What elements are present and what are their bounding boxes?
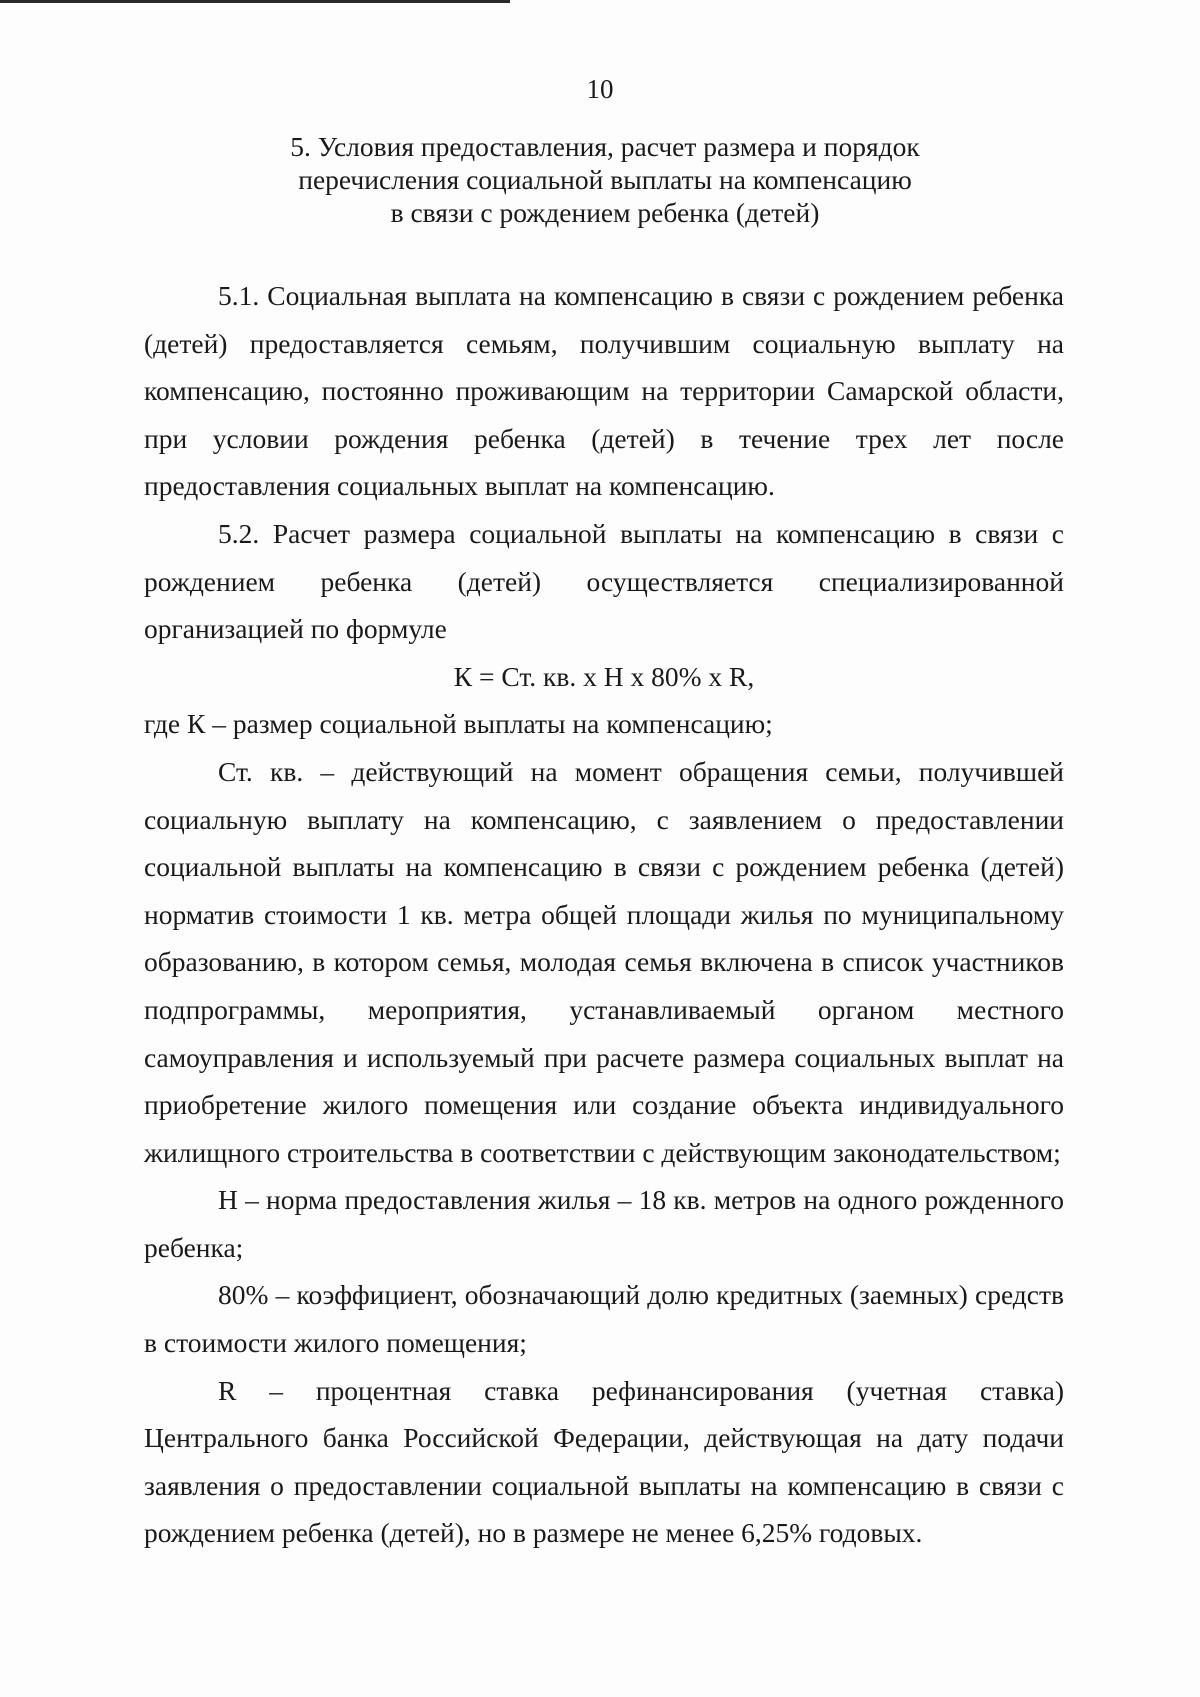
paragraph-5-2: 5.2. Расчет размера социальной выплаты на компенсацию в связи с рождением ребенка (детей) осуществляется специализированной организацией по формуле xyxy=(144,517,1064,645)
paragraph-80-definition: 80% – коэффициент, обозначающий долю кредитных (заемных) средств в стоимости жилого помещения; xyxy=(144,1279,1064,1359)
top-rule xyxy=(0,0,510,3)
paragraph-r-definition: R – процентная ставка рефинансирования (учетная ставка) Центрального банка Российской Федерации, действующая на дату подачи заявления о предоставлении социальной выплаты на компенсацию в связи с рождением ребенка (детей), но в размере не менее 6,25% годовых. xyxy=(144,1374,1064,1549)
paragraph-5-1: 5.1. Социальная выплата на компенсацию в связи с рождением ребенка (детей) предоставляется семьям, получившим социальную выплату на компенсацию, постоянно проживающим на территории Самарской области, при условии рождения ребенка (детей) в течение трех лет после предоставления социальных выплат на компенсацию. xyxy=(144,280,1064,502)
formula: К = Ст. кв. х Н х 80% х R, xyxy=(453,660,755,692)
body-text xyxy=(144,272,1064,1557)
section-title-line-3: в связи с рождением ребенка (детей) xyxy=(390,197,820,228)
paragraph-st-kv-definition: Ст. кв. – действующий на момент обращения семьи, получившей социальную выплату на компенсацию, с заявлением о предоставлении социальной выплаты на компенсацию в связи с рождением ребенка (детей) норматив стоимости 1 кв. метра общей площади жилья по муниципальному образованию, в котором семья, молодая семья включена в список участников подпрограммы, мероприятия, устанавливаемый органом местного самоуправления и используемый при расчете размера социальных выплат на приобретение жилого помещения или создание объекта индивидуального жилищного строительства в соответствии с действующим законодательством; xyxy=(144,755,1064,1168)
paragraph-k-definition: где К – размер социальной выплаты на компенсацию; xyxy=(144,708,773,740)
section-title-line-2: перечисления социальной выплаты на компенсацию xyxy=(298,164,912,195)
paragraph-n-definition: Н – норма предоставления жилья – 18 кв. метров на одного рожденного ребенка; xyxy=(144,1184,1064,1263)
page-number: 10 xyxy=(586,74,614,104)
section-title xyxy=(200,130,1010,229)
section-title-line-1: 5. Условия предоставления, расчет размера и порядок xyxy=(290,131,920,162)
